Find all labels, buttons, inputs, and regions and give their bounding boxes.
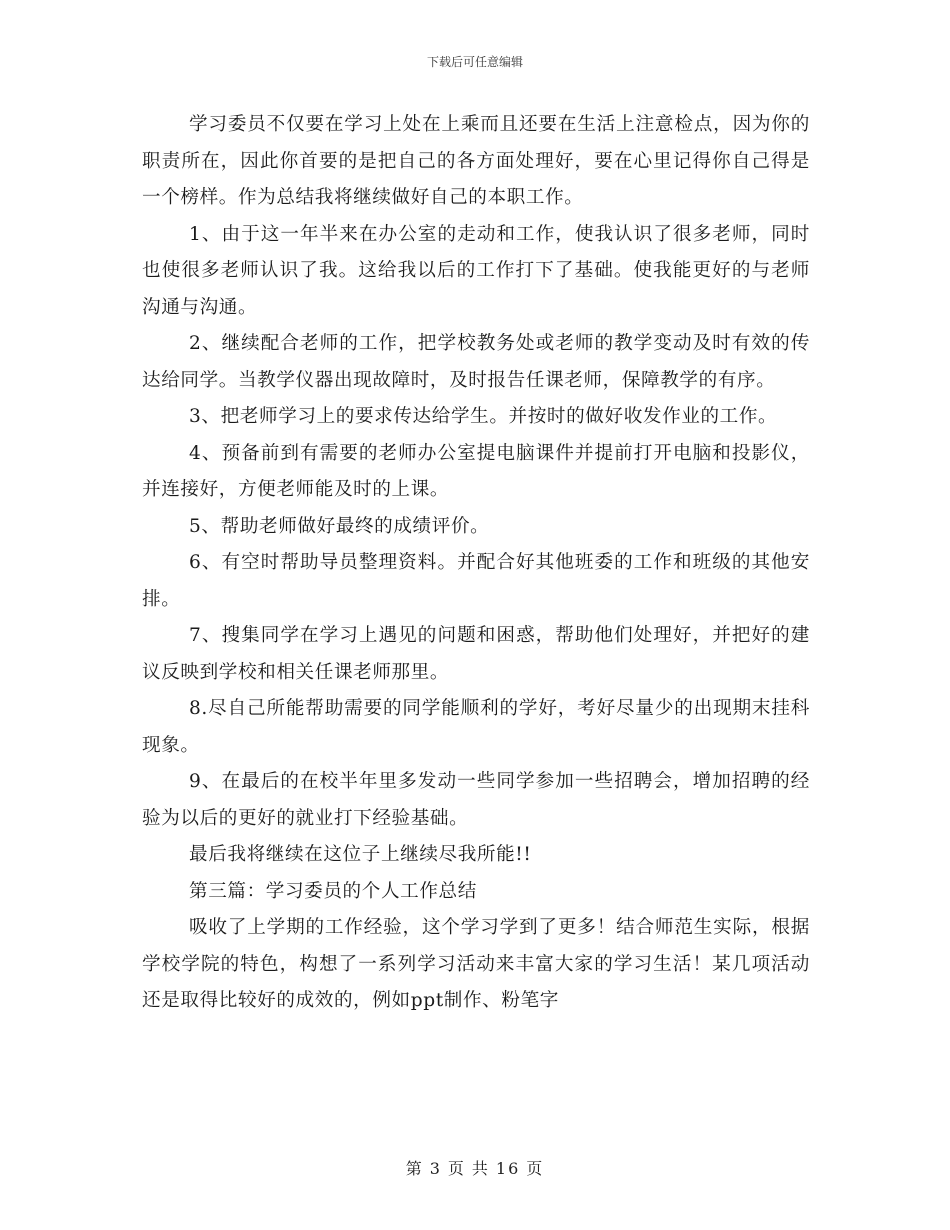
- paragraph: 2、继续配合老师的工作，把学校教务处或老师的教学变动及时有效的传达给同学。当教学仪器出现故障时，及时报告任课老师，保障教学的有序。: [142, 333, 810, 391]
- paragraph: 9、在最后的在校半年里多发动一些同学参加一些招聘会，增加招聘的经验为以后的更好的就业打下经验基础。: [142, 771, 810, 829]
- paragraph: 5、帮助老师做好最终的成绩评价。: [189, 515, 490, 537]
- footer-suffix: 页: [526, 1159, 545, 1178]
- paragraph: 4、预备前到有需要的老师办公室提电脑课件并提前打开电脑和投影仪，并连接好，方便老师能及时的上课。: [142, 442, 810, 500]
- paragraph: 吸收了上学期的工作经验，这个学习学到了更多！结合师范生实际，根据学校学院的特色，构想了一系列学习活动来丰富大家的学习生活！某几项活动还是取得比较好的成效的，例如ppt制作、粉笔字: [142, 917, 810, 1011]
- paragraph: 3、把老师学习上的要求传达给学生。并按时的做好收发作业的工作。: [189, 406, 778, 427]
- paragraph: 7、搜集同学在学习上遇见的问题和困惑，帮助他们处理好，并把好的建议反映到学校和相关任课老师那里。: [142, 625, 810, 683]
- footer-total-word: 共: [471, 1159, 490, 1178]
- total-pages-number: 16: [495, 1159, 521, 1178]
- footer-page-word: 页: [447, 1159, 466, 1178]
- paragraph: 6、有空时帮助导员整理资料。并配合好其他班委的工作和班级的其他安排。: [142, 552, 810, 610]
- page-header: 下载后可任意编辑: [426, 55, 523, 69]
- current-page-number: 3: [429, 1159, 442, 1178]
- section-heading: 第三篇：学习委员的个人工作总结: [189, 880, 477, 902]
- paragraph: 最后我将继续在这位子上继续尽我所能!!: [189, 844, 532, 865]
- paragraph: 1、由于这一年半来在办公室的走动和工作，使我认识了很多老师，同时也使很多老师认识了我。这给我以后的工作打下了基础。使我能更好的与老师沟通与沟通。: [142, 223, 810, 318]
- paragraph: 8.尽自己所能帮助需要的同学能顺利的学好，考好尽量少的出现期末挂科现象。: [142, 698, 810, 756]
- page-footer: [0, 1156, 950, 1179]
- footer-prefix: 第: [405, 1159, 424, 1178]
- document-body: [142, 107, 810, 1020]
- paragraph: 学习委员不仅要在学习上处在上乘而且还要在生活上注意检点，因为你的职责所在，因此你首要的是把自己的各方面处理好，要在心里记得你自己得是一个榜样。作为总结我将继续做好自己的本职工作。: [142, 114, 810, 208]
